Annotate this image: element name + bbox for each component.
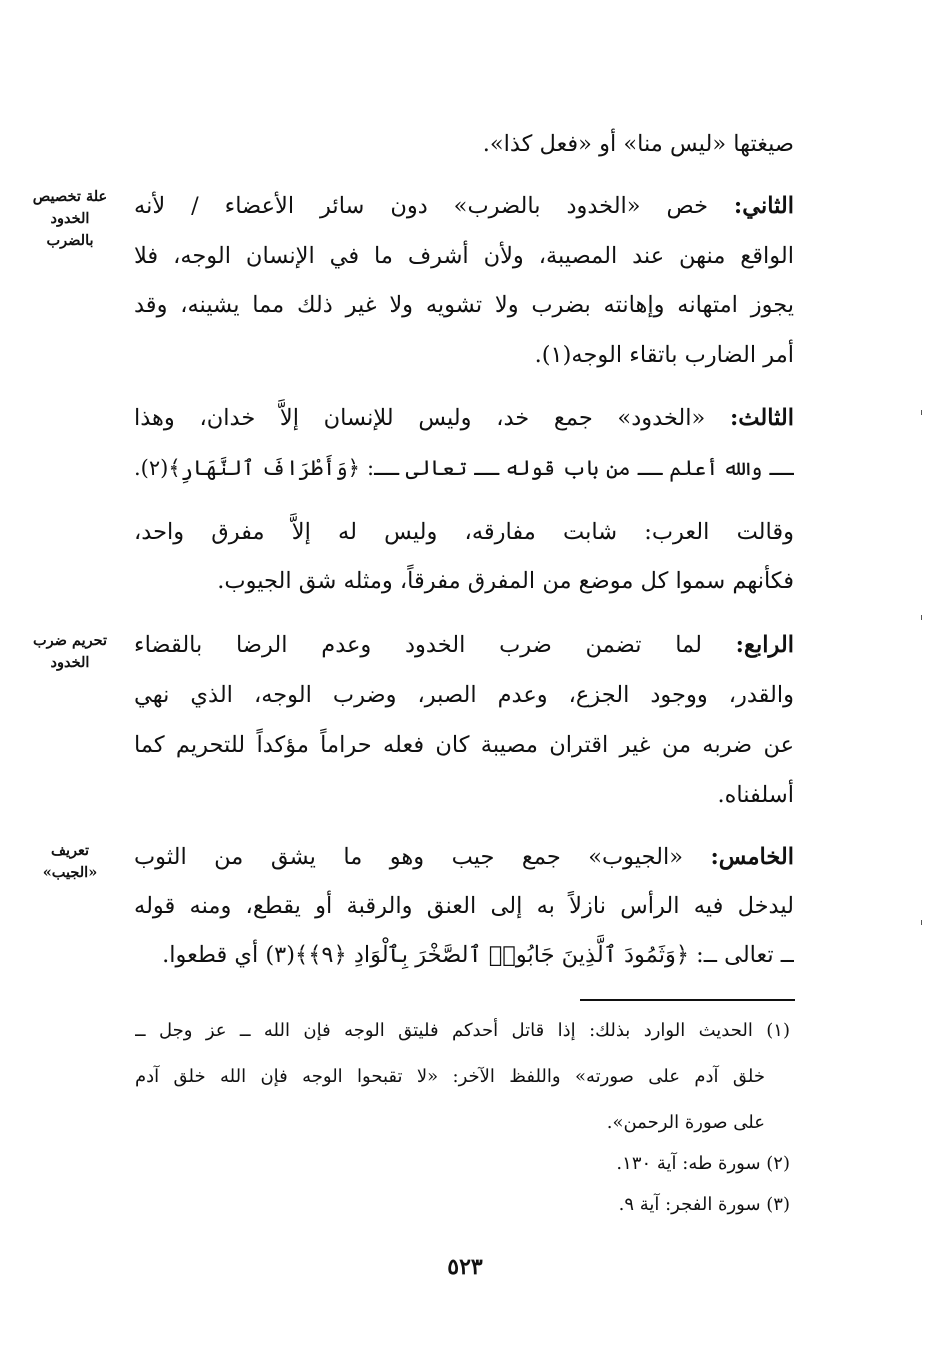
margin-note-line: الخدود bbox=[50, 210, 90, 227]
margin-note-reason bbox=[20, 186, 120, 252]
margin-note-line: تحريم ضرب bbox=[32, 632, 108, 649]
margin-note-line: بالضرب bbox=[46, 232, 94, 249]
body-line: والقدر، ووجود الجزع، وعدم الصبر، وضرب الوجه، الذي نهي bbox=[134, 682, 794, 708]
section-ordinal: الثالث: bbox=[729, 405, 794, 431]
body-line: أسلفناه. bbox=[717, 782, 794, 808]
footnote-line: (٢) سورة طه: آية ١٣٠. bbox=[616, 1153, 790, 1174]
margin-note-line: «الجيب» bbox=[42, 864, 98, 881]
page-number: ٥٢٣ bbox=[447, 1254, 483, 1280]
scan-edge-mark bbox=[921, 410, 922, 415]
body-line: الثالث: «الخدود» جمع خد، وليس للإنسان إلاَّ خدان، وهذا bbox=[134, 405, 794, 431]
margin-note-definition bbox=[20, 840, 120, 884]
body-line: يجوز امتهانه وإهانته بضرب ولا تشويه ولا غير ذلك مما يشينه، وقد bbox=[134, 292, 794, 318]
footnote-line: (٣) سورة الفجر: آية ٩. bbox=[618, 1194, 790, 1215]
body-line: أمر الضارب باتقاء الوجه(١). bbox=[534, 342, 794, 368]
section-ordinal: الثاني: bbox=[733, 193, 794, 219]
body-line: الخامس: «الجيوب» جمع جيب وهو ما يشق من الثوب bbox=[134, 844, 794, 870]
body-line: ــ تعالى ــ: ﴿وَثَمُودَ ٱلَّذِينَ جَابُوا۟ ٱلصَّخْرَ بِٱلْوَادِ ﴿٩﴾﴾(٣) أي قطعوا. bbox=[162, 942, 794, 968]
scan-edge-mark bbox=[921, 615, 922, 620]
margin-note-line: تعريف bbox=[50, 842, 90, 859]
section-ordinal: الخامس: bbox=[710, 844, 794, 870]
footnote-separator bbox=[580, 999, 795, 1001]
body-line: وقالت العرب: شابت مفارقه، وليس له إلاَّ مفرق واحد، bbox=[134, 519, 794, 545]
margin-note-line: علة تخصيص bbox=[32, 188, 108, 205]
body-line: الرابع: لما تضمن ضرب الخدود وعدم الرضا بالقضاء bbox=[134, 632, 794, 658]
scan-edge-mark bbox=[921, 920, 922, 925]
body-line: عن ضربه من غير اقتران مصيبة كان فعله حراماً مؤكداً للتحريم كما bbox=[134, 732, 794, 758]
margin-note-prohibition bbox=[20, 630, 120, 674]
footnote-line: (١) الحديث الوارد بذلك: إذا قاتل أحدكم فليتق الوجه فإن الله ــ عز وجل ــ bbox=[135, 1020, 790, 1041]
body-line: ــ والله أعلم ــ من باب قوله ــ تعالى ــ: ﴿وَأَطْرَافَ ٱلنَّهَارِ﴾(٢). bbox=[134, 456, 794, 480]
footnote-line: على صورة الرحمن». bbox=[606, 1112, 765, 1133]
section-ordinal: الرابع: bbox=[735, 632, 794, 658]
body-line: صيغتها «ليس منا» أو «فعل كذا». bbox=[482, 131, 794, 157]
margin-note-line: الخدود bbox=[50, 654, 90, 671]
body-line: الواقع منهن عند المصيبة، ولأن أشرف ما في الإنسان الوجه، فلا bbox=[134, 243, 794, 269]
body-line: الثاني: خص «الخدود بالضرب» دون سائر الأعضاء / لأنه bbox=[134, 193, 794, 219]
body-line: ليدخل فيه الرأس نازلاً به إلى العنق والرقبة أو يقطع، ومنه قوله bbox=[134, 893, 794, 919]
body-line: فكأنهم سموا كل موضع من المفرق مفرقاً، ومثله شق الجيوب. bbox=[217, 568, 794, 594]
footnote-line: خلق آدم على صورته» واللفظ الآخر: «لا تقبحوا الوجه فإن الله خلق آدم bbox=[135, 1066, 765, 1087]
